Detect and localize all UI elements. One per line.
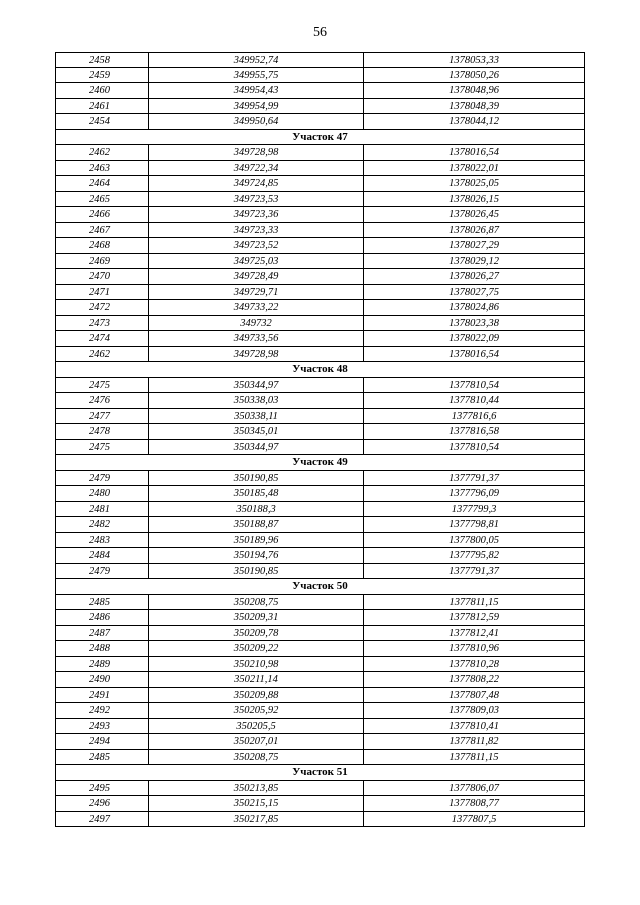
x-coordinate-cell: 350209,78	[149, 626, 364, 641]
y-coordinate-cell: 1377800,05	[449, 534, 499, 546]
table-row	[55, 238, 585, 254]
section-title: Участок 51	[292, 766, 348, 778]
table-row	[55, 99, 585, 115]
x-coordinate-cell: 350194,76	[149, 548, 364, 563]
x-coordinate-cell: 350188,87	[149, 517, 364, 532]
y-coordinate-cell: 1377808,77	[449, 798, 499, 809]
x-coordinate-cell: 349955,75	[149, 68, 364, 83]
y-coordinate-cell: 1378026,15	[449, 193, 499, 205]
y-coordinate-cell: 1377799,3	[451, 503, 497, 515]
point-number-cell: 2479	[56, 564, 149, 579]
section-header-row	[55, 455, 585, 471]
point-number-cell: 2490	[56, 672, 149, 687]
section-title: Участок 47	[292, 130, 348, 143]
x-coordinate-cell: 349728,98	[149, 145, 364, 160]
table-row	[55, 750, 585, 766]
x-coordinate-cell: 349733,56	[149, 331, 364, 346]
table-row	[55, 734, 585, 750]
y-coordinate-cell: 1378053,33	[449, 55, 499, 66]
x-coordinate-cell: 349952,74	[149, 53, 364, 67]
table-row	[55, 176, 585, 192]
y-coordinate-cell: 1377810,54	[449, 379, 499, 391]
point-number-cell: 2489	[56, 657, 149, 672]
x-coordinate-cell: 350185,48	[149, 486, 364, 501]
y-coordinate-cell: 1378024,86	[449, 302, 499, 313]
table-row	[55, 440, 585, 456]
y-coordinate-cell: 1377812,59	[449, 612, 499, 623]
x-coordinate-cell: 350208,75	[149, 750, 364, 765]
point-number-cell: 2468	[56, 238, 149, 253]
point-number-cell: 2463	[56, 161, 149, 176]
table-row	[55, 796, 585, 812]
x-coordinate-cell: 350205,92	[149, 703, 364, 718]
y-coordinate-cell: 1378022,01	[449, 162, 499, 174]
x-coordinate-cell: 349725,03	[149, 254, 364, 269]
x-coordinate-cell: 349950,64	[149, 114, 364, 129]
x-coordinate-cell: 350344,97	[149, 378, 364, 393]
y-coordinate-cell: 1378029,12	[449, 255, 499, 267]
x-coordinate-cell: 350210,98	[149, 657, 364, 672]
section-title: Участок 48	[292, 363, 348, 375]
table-row	[55, 486, 585, 502]
x-coordinate-cell: 350209,88	[149, 688, 364, 703]
section-title: Участок 50	[292, 580, 348, 592]
y-coordinate-cell: 1377791,37	[449, 565, 499, 577]
y-coordinate-cell: 1377810,44	[449, 395, 499, 406]
table-row	[55, 548, 585, 564]
point-number-cell: 2478	[56, 424, 149, 439]
section-header-row	[55, 130, 585, 146]
x-coordinate-cell: 349728,49	[149, 269, 364, 284]
point-number-cell: 2464	[56, 176, 149, 191]
point-number-cell: 2475	[56, 440, 149, 455]
point-number-cell: 2486	[56, 610, 149, 625]
x-coordinate-cell: 349722,34	[149, 161, 364, 176]
y-coordinate-cell: 1378026,87	[449, 224, 499, 236]
x-coordinate-cell: 350189,96	[149, 533, 364, 548]
y-coordinate-cell: 1378026,45	[449, 209, 499, 220]
y-coordinate-cell: 1378044,12	[449, 116, 499, 127]
x-coordinate-cell: 350211,14	[149, 672, 364, 687]
y-coordinate-cell: 1377808,22	[449, 674, 499, 685]
point-number-cell: 2494	[56, 734, 149, 749]
y-coordinate-cell: 1378027,29	[449, 240, 499, 251]
point-number-cell: 2469	[56, 254, 149, 269]
table-row	[55, 114, 585, 130]
table-row	[55, 688, 585, 704]
x-coordinate-cell: 350344,97	[149, 440, 364, 455]
table-row	[55, 347, 585, 363]
table-row	[55, 595, 585, 611]
point-number-cell: 2467	[56, 223, 149, 238]
y-coordinate-cell: 1378016,54	[449, 147, 499, 158]
point-number-cell: 2497	[56, 812, 149, 827]
x-coordinate-cell: 349723,52	[149, 238, 364, 253]
x-coordinate-cell: 350215,15	[149, 796, 364, 811]
x-coordinate-cell: 350209,22	[149, 641, 364, 656]
y-coordinate-cell: 1377796,09	[449, 488, 499, 499]
y-coordinate-cell: 1377807,5	[451, 813, 497, 825]
y-coordinate-cell: 1377811,15	[449, 596, 499, 608]
x-coordinate-cell: 350190,85	[149, 471, 364, 486]
section-header-row	[55, 362, 585, 378]
x-coordinate-cell: 349723,53	[149, 192, 364, 207]
table-row	[55, 161, 585, 177]
y-coordinate-cell: 1378016,54	[449, 348, 499, 360]
table-row	[55, 393, 585, 409]
table-row	[55, 192, 585, 208]
point-number-cell: 2471	[56, 285, 149, 300]
y-coordinate-cell: 1377809,03	[449, 705, 499, 716]
x-coordinate-cell: 350338,03	[149, 393, 364, 408]
y-coordinate-cell: 1377791,37	[449, 472, 499, 484]
x-coordinate-cell: 349954,99	[149, 99, 364, 114]
y-coordinate-cell: 1377812,41	[449, 627, 499, 639]
table-row	[55, 316, 585, 332]
x-coordinate-cell: 350338,11	[149, 409, 364, 424]
table-row	[55, 471, 585, 487]
point-number-cell: 2481	[56, 502, 149, 517]
y-coordinate-cell: 1378050,26	[449, 69, 499, 81]
y-coordinate-cell: 1377810,54	[449, 441, 499, 453]
coordinates-table	[55, 52, 585, 827]
x-coordinate-cell: 349723,36	[149, 207, 364, 222]
y-coordinate-cell: 1377811,82	[449, 736, 499, 747]
point-number-cell: 2487	[56, 626, 149, 641]
table-row	[55, 719, 585, 735]
point-number-cell: 2473	[56, 316, 149, 331]
table-row	[55, 672, 585, 688]
table-row	[55, 564, 585, 580]
point-number-cell: 2495	[56, 781, 149, 796]
x-coordinate-cell: 349728,98	[149, 347, 364, 362]
x-coordinate-cell: 350213,85	[149, 781, 364, 796]
y-coordinate-cell: 1377810,96	[449, 643, 499, 654]
point-number-cell: 2485	[56, 595, 149, 610]
point-number-cell: 2472	[56, 300, 149, 315]
y-coordinate-cell: 1377811,15	[449, 751, 499, 763]
table-row	[55, 145, 585, 161]
table-row	[55, 378, 585, 394]
point-number-cell: 2475	[56, 378, 149, 393]
x-coordinate-cell: 350205,5	[149, 719, 364, 734]
x-coordinate-cell: 350188,3	[149, 502, 364, 517]
point-number-cell: 2470	[56, 269, 149, 284]
y-coordinate-cell: 1377816,58	[449, 426, 499, 437]
table-row	[55, 409, 585, 425]
point-number-cell: 2479	[56, 471, 149, 486]
table-row	[55, 83, 585, 99]
y-coordinate-cell: 1378023,38	[449, 317, 499, 329]
x-coordinate-cell: 349954,43	[149, 83, 364, 98]
point-number-cell: 2454	[56, 114, 149, 129]
table-row	[55, 517, 585, 533]
table-row	[55, 812, 585, 828]
point-number-cell: 2458	[56, 53, 149, 67]
x-coordinate-cell: 350217,85	[149, 812, 364, 827]
y-coordinate-cell: 1377810,41	[449, 720, 499, 732]
table-row	[55, 269, 585, 285]
table-row	[55, 223, 585, 239]
table-row	[55, 424, 585, 440]
table-row	[55, 626, 585, 642]
point-number-cell: 2474	[56, 331, 149, 346]
x-coordinate-cell: 349729,71	[149, 285, 364, 300]
y-coordinate-cell: 1378048,39	[449, 100, 499, 112]
section-header-row	[55, 579, 585, 595]
x-coordinate-cell: 350208,75	[149, 595, 364, 610]
point-number-cell: 2462	[56, 347, 149, 362]
table-row	[55, 533, 585, 549]
table-row	[55, 207, 585, 223]
table-row	[55, 641, 585, 657]
x-coordinate-cell: 349733,22	[149, 300, 364, 315]
table-row	[55, 703, 585, 719]
point-number-cell: 2492	[56, 703, 149, 718]
point-number-cell: 2461	[56, 99, 149, 114]
table-row	[55, 502, 585, 518]
y-coordinate-cell: 1377806,07	[449, 782, 499, 794]
point-number-cell: 2483	[56, 533, 149, 548]
table-row	[55, 52, 585, 68]
y-coordinate-cell: 1377807,48	[449, 689, 499, 701]
point-number-cell: 2493	[56, 719, 149, 734]
point-number-cell: 2491	[56, 688, 149, 703]
page-number: 56	[313, 25, 327, 40]
point-number-cell: 2465	[56, 192, 149, 207]
point-number-cell: 2462	[56, 145, 149, 160]
y-coordinate-cell: 1378022,09	[449, 333, 499, 344]
table-row	[55, 285, 585, 301]
y-coordinate-cell: 1378048,96	[449, 85, 499, 96]
point-number-cell: 2485	[56, 750, 149, 765]
point-number-cell: 2480	[56, 486, 149, 501]
y-coordinate-cell: 1377810,28	[449, 658, 499, 670]
point-number-cell: 2460	[56, 83, 149, 98]
table-row	[55, 300, 585, 316]
y-coordinate-cell: 1378025,05	[449, 178, 499, 189]
point-number-cell: 2477	[56, 409, 149, 424]
section-title: Участок 49	[292, 456, 348, 468]
x-coordinate-cell: 349723,33	[149, 223, 364, 238]
x-coordinate-cell: 350190,85	[149, 564, 364, 579]
y-coordinate-cell: 1377816,6	[451, 410, 497, 422]
x-coordinate-cell: 349732	[149, 316, 364, 331]
table-row	[55, 657, 585, 673]
table-row	[55, 781, 585, 797]
x-coordinate-cell: 350207,01	[149, 734, 364, 749]
y-coordinate-cell: 1377795,82	[449, 550, 499, 561]
point-number-cell: 2484	[56, 548, 149, 563]
point-number-cell: 2476	[56, 393, 149, 408]
y-coordinate-cell: 1378026,27	[449, 271, 499, 282]
point-number-cell: 2496	[56, 796, 149, 811]
point-number-cell: 2466	[56, 207, 149, 222]
table-row	[55, 331, 585, 347]
table-row	[55, 68, 585, 84]
table-row	[55, 610, 585, 626]
y-coordinate-cell: 1377798,81	[449, 519, 499, 530]
y-coordinate-cell: 1378027,75	[449, 286, 499, 298]
point-number-cell: 2488	[56, 641, 149, 656]
point-number-cell: 2459	[56, 68, 149, 83]
x-coordinate-cell: 349724,85	[149, 176, 364, 191]
x-coordinate-cell: 350345,01	[149, 424, 364, 439]
x-coordinate-cell: 350209,31	[149, 610, 364, 625]
point-number-cell: 2482	[56, 517, 149, 532]
table-row	[55, 254, 585, 270]
section-header-row	[55, 765, 585, 781]
